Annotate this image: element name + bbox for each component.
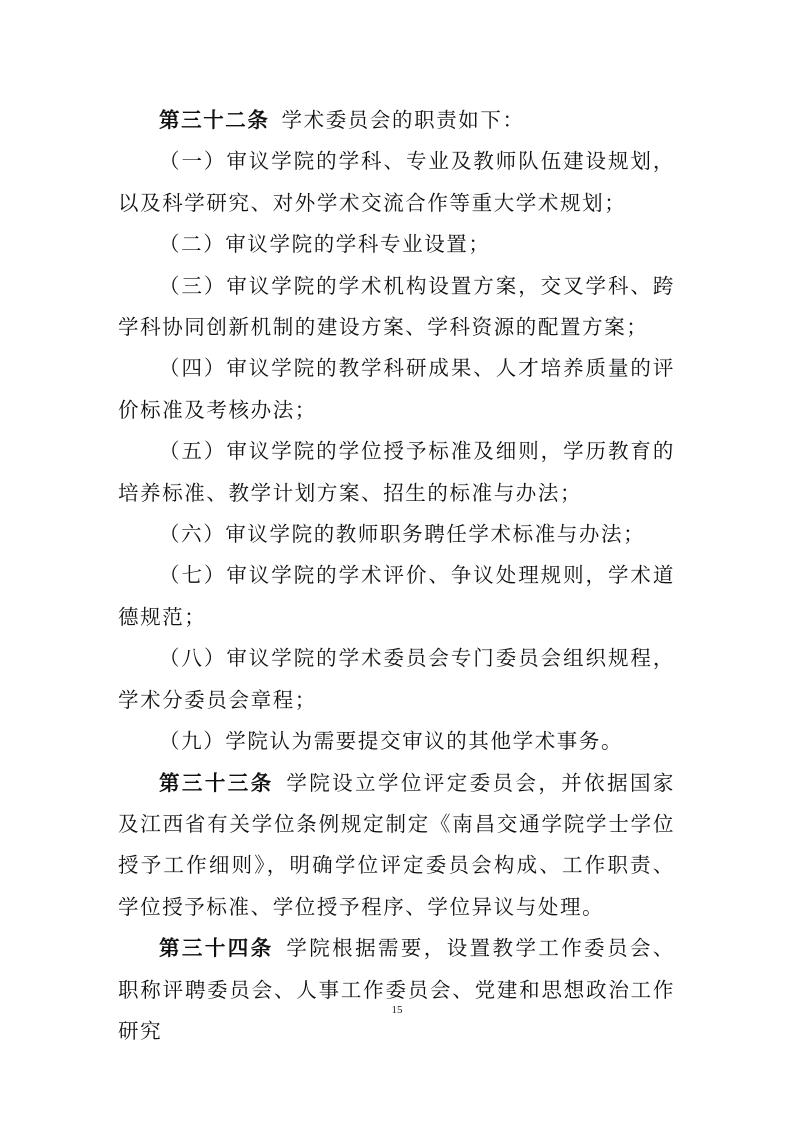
paragraph-text: （二）审议学院的学科专业设置； (159, 232, 491, 257)
paragraph-text: （七）审议学院的学术评价、争议处理规则，学术道德规范； (118, 563, 675, 629)
clause-2-paragraph (118, 224, 675, 265)
clause-1-paragraph (118, 141, 675, 224)
paragraph-text: （五）审议学院的学位授予标准及细则，学历教育的培养标准、教学计划方案、招生的标准与办法； (118, 439, 675, 505)
page-number: 15 (391, 1004, 403, 1016)
paragraph-text: （一）审议学院的学科、专业及教师队伍建设规划，以及科学研究、对外学术交流合作等重大学术规划； (118, 149, 675, 215)
clause-3-paragraph (118, 266, 675, 349)
paragraph-text: （八）审议学院的学术委员会专门委员会组织规程，学术分委员会章程； (118, 646, 675, 712)
paragraph-text: （四）审议学院的教学科研成果、人才培养质量的评价标准及考核办法； (118, 356, 675, 422)
article-32-paragraph (118, 100, 675, 141)
article-33-paragraph (118, 763, 675, 929)
clause-4-paragraph (118, 348, 675, 431)
document-body (118, 100, 675, 1052)
article-34-paragraph (118, 928, 675, 1052)
clause-6-paragraph (118, 514, 675, 555)
clause-5-paragraph (118, 431, 675, 514)
clause-7-paragraph (118, 555, 675, 638)
paragraph-text: （三）审议学院的学术机构设置方案，交叉学科、跨学科协同创新机制的建设方案、学科资源的配置方案； (118, 273, 675, 340)
paragraph-text: （六）审议学院的教师职务聘任学术标准与办法； (159, 522, 646, 547)
clause-9-paragraph (118, 721, 675, 762)
paragraph-text: 学术委员会的职责如下： (281, 108, 525, 132)
clause-8-paragraph (118, 638, 675, 721)
article-label: 第三十四条 (159, 936, 274, 961)
paragraph-text: 学院设立学位评定委员会，并依据国家及江西省有关学位条例规定制定《南昌交通学院学士学位授予工作细则》，明确学位评定委员会构成、工作职责、学位授予标准、学位授予程序、学位异议与处理。 (118, 770, 675, 919)
paragraph-text: 学院根据需要，设置教学工作委员会、职称评聘委员会、人事工作委员会、党建和思想政治工作研究 (118, 936, 675, 1043)
article-label: 第三十三条 (159, 770, 274, 795)
paragraph-text: （九）学院认为需要提交审议的其他学术事务。 (159, 729, 624, 754)
article-label: 第三十二条 (159, 108, 270, 132)
